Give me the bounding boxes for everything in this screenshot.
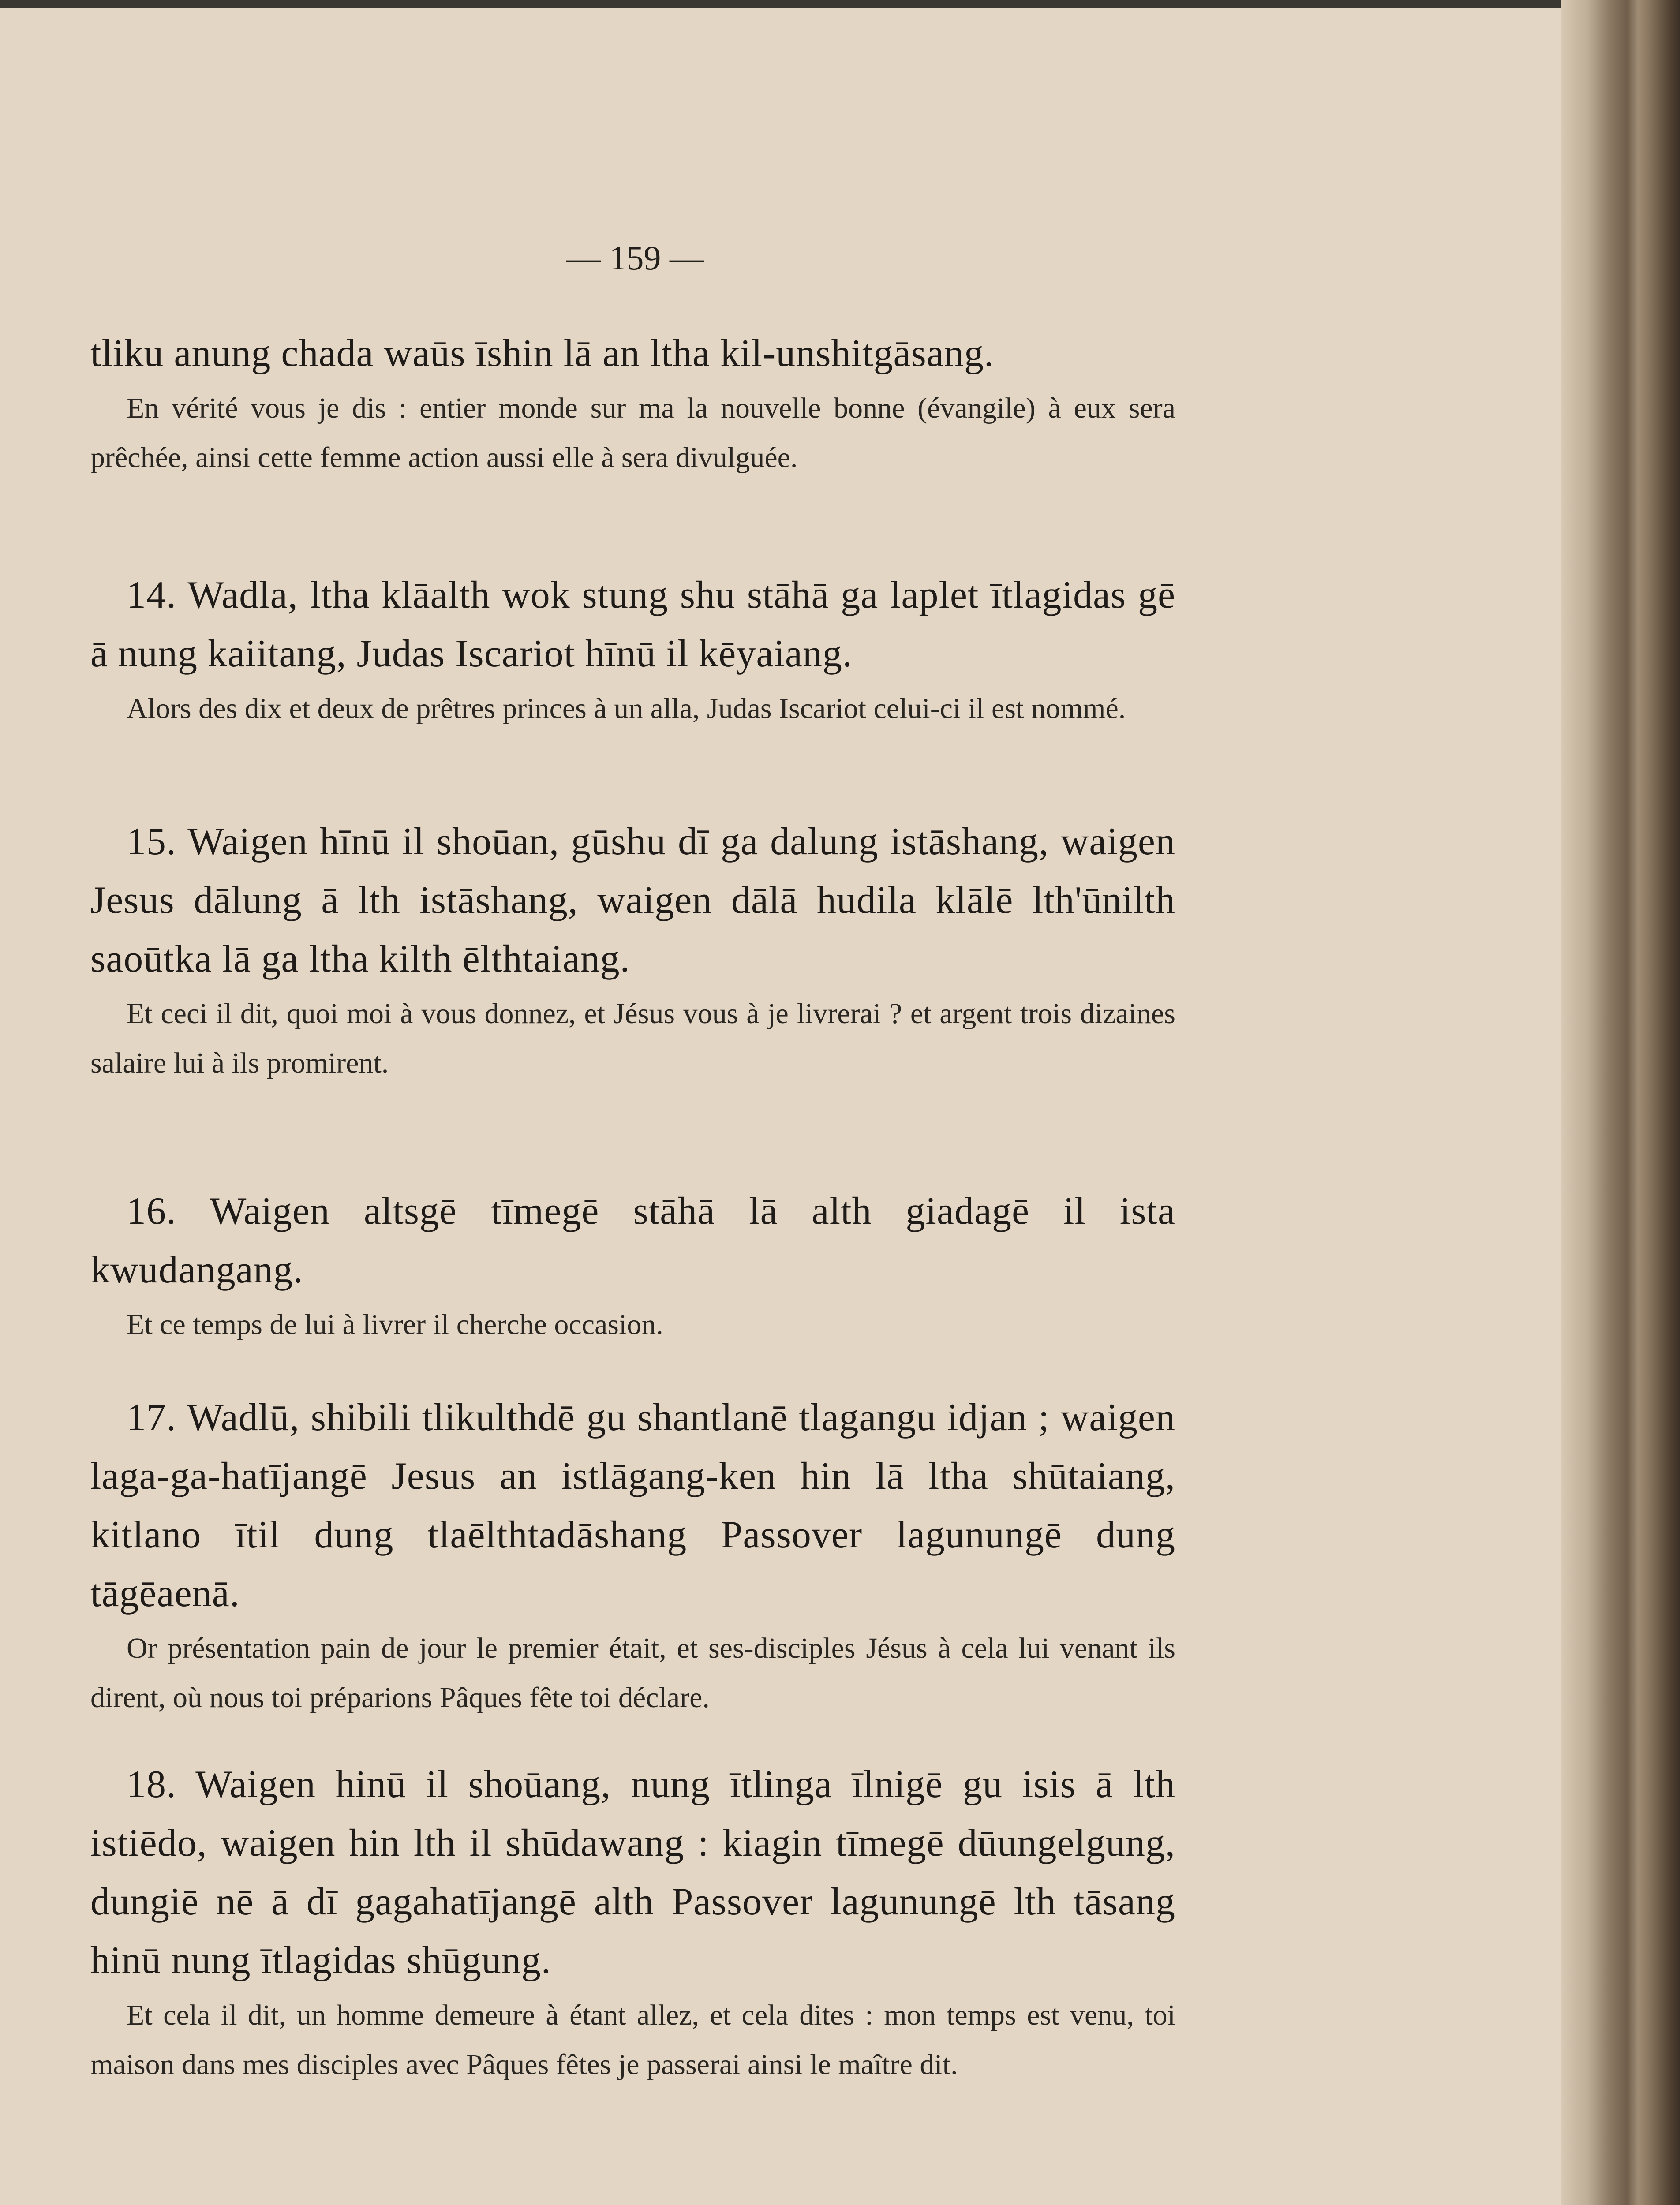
verse-17 — [90, 1388, 1175, 1723]
french-translation: Or présentation pain de jour le premier était, et ses-disciples Jésus à cela lui venant ils dirent, où nous toi préparions Pâques fête toi déclare. — [90, 1632, 1175, 1714]
french-translation: Et cela il dit, un homme demeure à étant allez, et cela dites : mon temps est venu, toi maison dans mes disciples avec Pâques fêtes je passerai ainsi le maître dit. — [90, 1999, 1175, 2081]
haida-text — [90, 1182, 1175, 1299]
verse-13-continuation — [90, 324, 1175, 482]
french-translation: Et ceci il dit, quoi moi à vous donnez, et Jésus vous à je livrerai ? et argent trois dizaines salaire lui à ils promirent. — [90, 998, 1175, 1079]
haida-text — [90, 812, 1175, 988]
french-translation: Et ce temps de lui à livrer il cherche occasion. — [127, 1308, 663, 1341]
page-top-edge — [0, 0, 1680, 8]
french-translation: En vérité vous je dis : entier monde sur ma la nouvelle bonne (évangile) à eux sera prêchée, ainsi cette femme action aussi elle à sera divulguée. — [90, 392, 1175, 474]
haida-text — [90, 566, 1175, 683]
haida-text: tliku anung chada waūs īshin lā an ltha kil-unshitgāsang. — [90, 332, 994, 375]
verse-number: 15. — [127, 820, 176, 863]
page-edges-binding — [1561, 0, 1680, 2205]
french-translation: Alors des dix et deux de prêtres princes à un alla, Judas Iscariot celui-ci il est nommé. — [127, 692, 1126, 725]
haida-text — [90, 1755, 1175, 1990]
verse-15 — [90, 812, 1175, 1088]
verse-number: 18. — [127, 1763, 176, 1806]
haida-verse-text: Waigen altsgē tīmegē stāhā lā alth giadagē il ista kwudangang. — [90, 1190, 1175, 1291]
haida-verse-text: Waigen hinū il shoūang, nung ītlinga īlnigē gu isis ā lth istiēdo, waigen hin lth il shūdawang : kiagin tīmegē dūungelgung, dungiē nē ā dī gagahatījangē alth Passover lagunungē lth tāsang hinū nung ītlagidas shūgung. — [90, 1763, 1175, 1982]
haida-verse-text: Wadlū, shibili tlikulthdē gu shantlanē tlagangu idjan ; waigen laga-ga-hatījangē Jesus an istlāgang-ken hin lā ltha shūtaiang, kitlano ītil dung tlaēlthtadāshang Passover lagunungē dung tāgēaenā. — [90, 1396, 1175, 1615]
verse-number: 17. — [127, 1396, 176, 1439]
verse-18 — [90, 1755, 1175, 2089]
page-number: — 159 — — [566, 239, 704, 277]
haida-text — [90, 1388, 1175, 1623]
verse-14 — [90, 566, 1175, 733]
haida-verse-text: Wadla, ltha klāalth wok stung shu stāhā ga laplet ītlagidas gē ā nung kaiitang, Judas Iscariot hīnū il kēyaiang. — [90, 574, 1176, 675]
verse-number: 14. — [127, 574, 176, 617]
haida-verse-text: Waigen hīnū il shoūan, gūshu dī ga dalung istāshang, waigen Jesus dālung ā lth istāshang, waigen dālā hudila klālē lth'ūnilth saoūtka lā ga ltha kilth ēlthtaiang. — [90, 820, 1175, 980]
verse-16 — [90, 1182, 1175, 1349]
verse-number: 16. — [127, 1190, 176, 1233]
